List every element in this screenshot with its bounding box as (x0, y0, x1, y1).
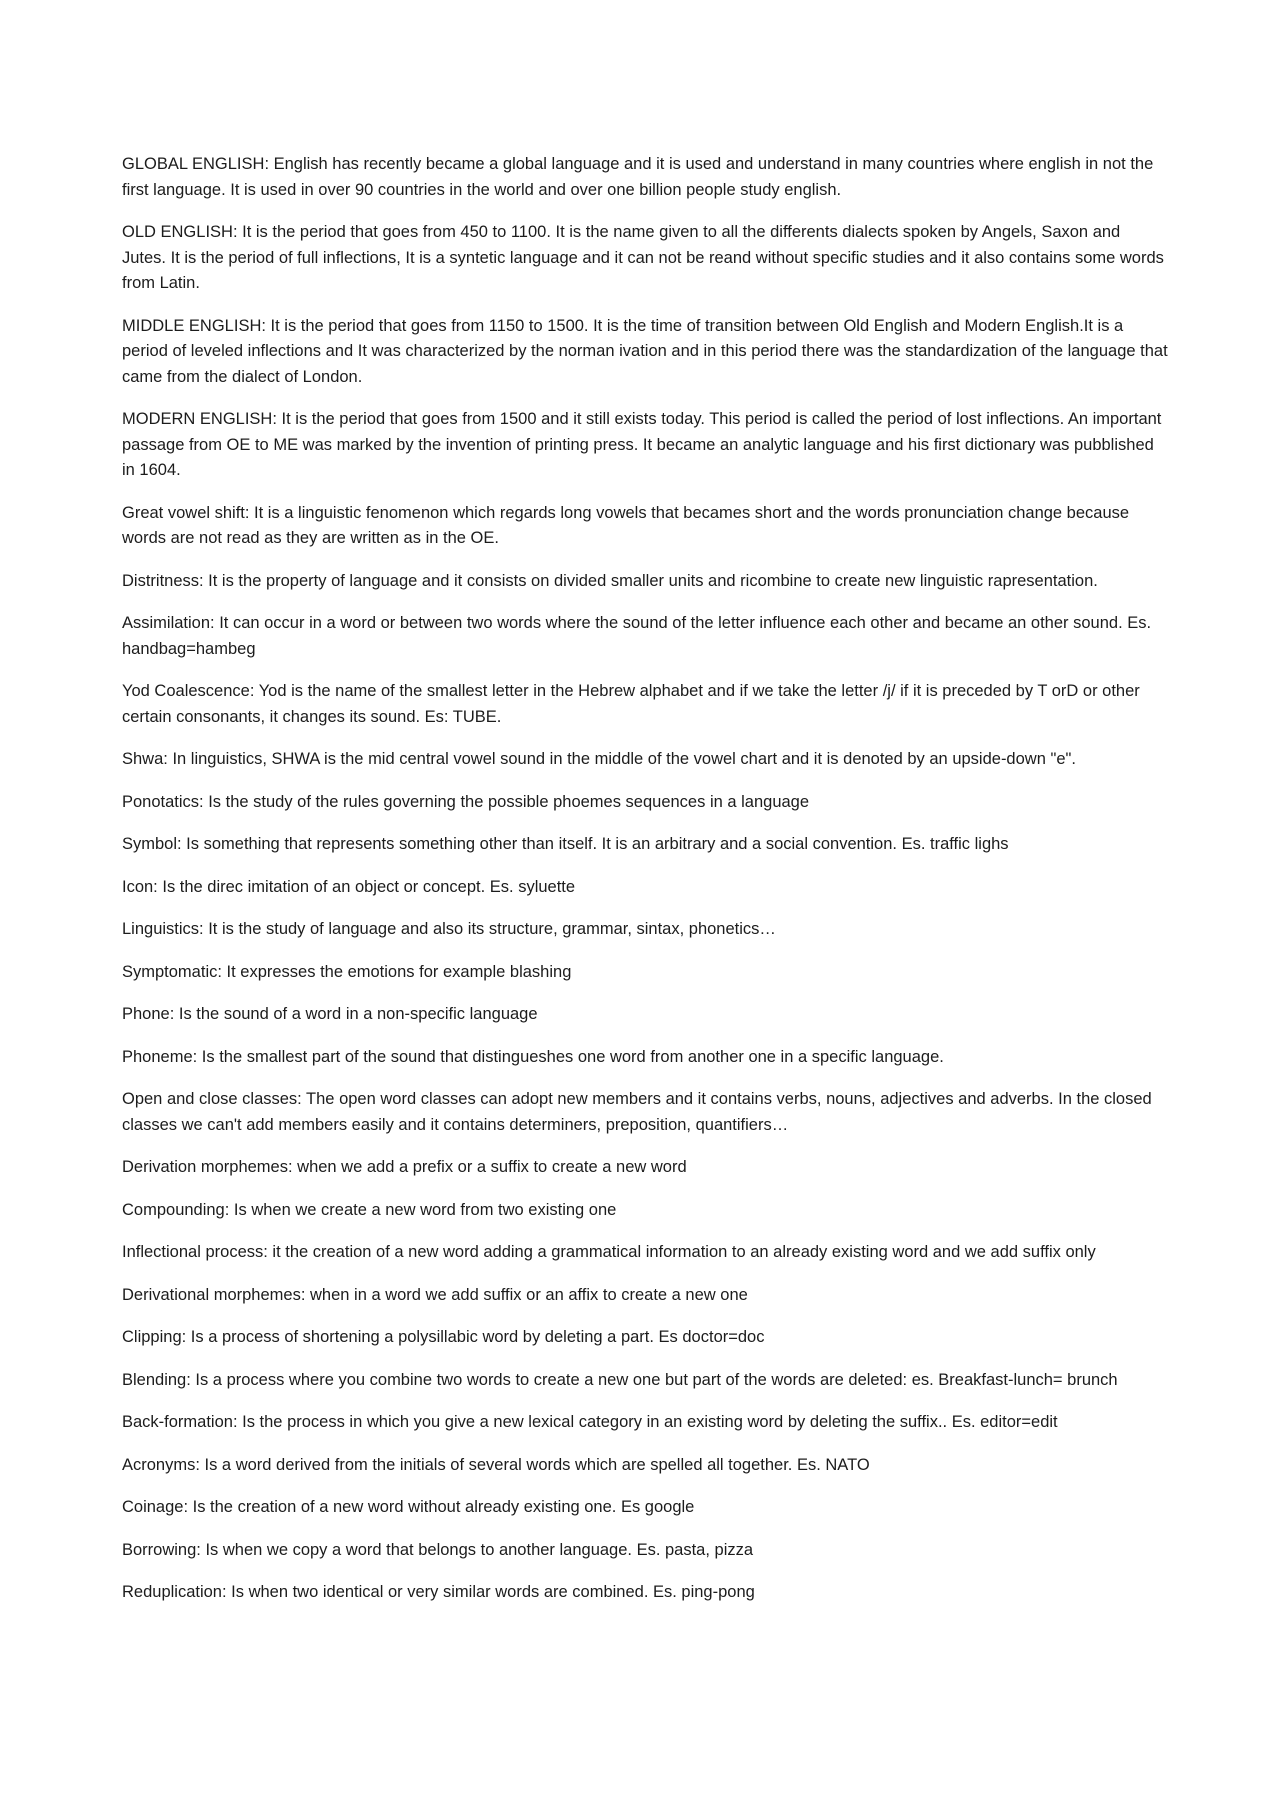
paragraph-blending: Blending: Is a process where you combine two words to create a new one but part of the words are deleted: es. Breakfast-lunch= brunch (122, 1370, 1118, 1389)
paragraph-compounding: Compounding: Is when we create a new word from two existing one (122, 1200, 617, 1219)
paragraph-linguistics: Linguistics: It is the study of language and also its structure, grammar, sintax, phonetics… (122, 920, 776, 938)
paragraph-coinage: Coinage: Is the creation of a new word without already existing one. Es google (122, 1498, 695, 1516)
paragraph-symptomatic: Symptomatic: It expresses the emotions for example blashing (122, 962, 572, 981)
paragraph-distritness: Distritness: It is the property of language and it consists on divided smaller units and ricombine to create new linguistic rapresentation. (122, 571, 1098, 590)
paragraph-symbol: Symbol: Is something that represents something other than itself. It is an arbitrary and a social convention. Es. traffic lighs (122, 835, 1009, 853)
paragraph-yod-coalescence: Yod Coalescence: Yod is the name of the smallest letter in the Hebrew alphabet and if we take the letter /j/ if it is preceded by T orD or other certain consonants, it changes its sound. Es: TUBE. (122, 682, 1140, 726)
paragraph-great-vowel-shift: Great vowel shift: It is a linguistic fenomenon which regards long vowels that becames short and the words pronunciation change because words are not read as they are written as in the OE. (122, 503, 1130, 547)
paragraph-clipping: Clipping: Is a process of shortening a polysillabic word by deleting a part. Es doctor=doc (122, 1328, 765, 1346)
paragraph-middle-english: MIDDLE ENGLISH: It is the period that goes from 1150 to 1500. It is the time of transition between Old English and Modern English.It is a period of leveled inflections and It was characterized by the norman ivation and in this period there was the standardization of the language that came from the dialect of London. (122, 316, 1168, 386)
paragraph-acronyms: Acronyms: Is a word derived from the initials of several words which are spelled all together. Es. NATO (122, 1455, 870, 1474)
paragraph-global-english: GLOBAL ENGLISH: English has recently became a global language and it is used and understand in many countries where english in not the first language. It is used in over 90 countries in the world and over one billion people study english. (122, 155, 1154, 199)
paragraph-phoneme: Phoneme: Is the smallest part of the sound that distingueshes one word from another one in a specific language. (122, 1047, 944, 1066)
paragraph-ponotatics: Ponotatics: Is the study of the rules governing the possible phoemes sequences in a language (122, 792, 810, 811)
paragraph-open-close-classes: Open and close classes: The open word classes can adopt new members and it contains verbs, nouns, adjectives and adverbs. In the closed classes we can't add members easily and it contains determiners, preposition, quantifiers… (122, 1090, 1152, 1134)
paragraph-shwa: Shwa: In linguistics, SHWA is the mid central vowel sound in the middle of the vowel chart and it is denoted by an upside-down "e". (122, 750, 1076, 768)
paragraph-back-formation: Back-formation: Is the process in which you give a new lexical category in an existing word by deleting the suffix.. Es. editor=edit (122, 1413, 1058, 1431)
paragraph-old-english: OLD ENGLISH: It is the period that goes from 450 to 1100. It is the name given to all the differents dialects spoken by Angels, Saxon and Jutes. It is the period of full inflections, It is a syntetic language and it can not be reand without specific studies and it also contains some words from Latin. (122, 223, 1164, 292)
paragraph-phone: Phone: Is the sound of a word in a non-specific language (122, 1005, 538, 1023)
paragraph-derivational-morphemes: Derivational morphemes: when in a word we add suffix or an affix to create a new one (122, 1285, 748, 1304)
paragraph-modern-english: MODERN ENGLISH: It is the period that goes from 1500 and it still exists today. This period is called the period of lost inflections. An important passage from OE to ME was marked by the invention of printing press. It became an analytic language and his first dictionary was pubblished in 1604. (122, 410, 1162, 479)
document-page (122, 152, 1168, 1623)
paragraph-reduplication: Reduplication: Is when two identical or very similar words are combined. Es. ping-pong (122, 1583, 755, 1601)
paragraph-assimilation: Assimilation: It can occur in a word or between two words where the sound of the letter influence each other and became an other sound. Es. handbag=hambeg (122, 614, 1152, 658)
paragraph-derivation-morphemes: Derivation morphemes: when we add a prefix or a suffix to create a new word (122, 1158, 687, 1176)
paragraph-borrowing: Borrowing: Is when we copy a word that belongs to another language. Es. pasta, pizza (122, 1540, 754, 1559)
paragraph-icon: Icon: Is the direc imitation of an object or concept. Es. syluette (122, 877, 576, 896)
paragraph-inflectional-process: Inflectional process: it the creation of a new word adding a grammatical information to an already existing word and we add suffix only (122, 1243, 1096, 1261)
